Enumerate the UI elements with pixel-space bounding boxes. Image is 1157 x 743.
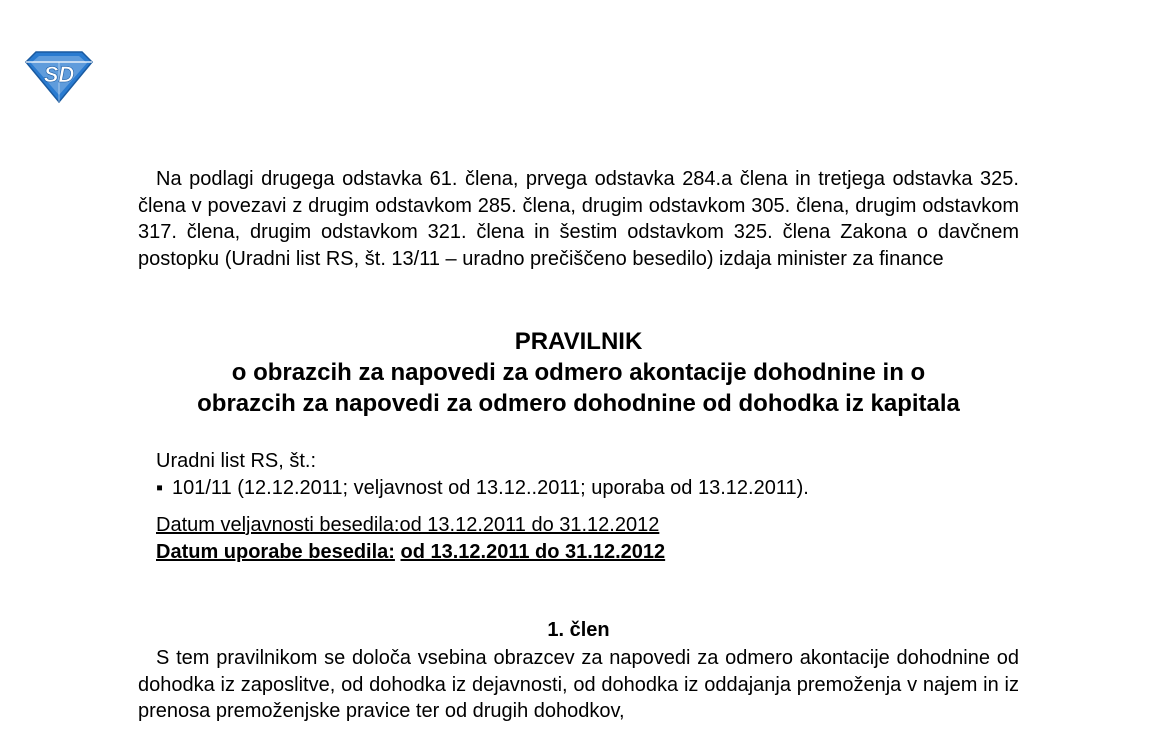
validity-value: od 13.12.2011 do 31.12.2012 xyxy=(399,514,660,536)
title-line-1: o obrazcih za napovedi za odmero akontacije dohodnine in o xyxy=(231,359,926,386)
bullet-icon: ▪ xyxy=(156,476,164,499)
usage-value: od 13.12.2011 do 31.12.2012 xyxy=(400,541,666,563)
article-1-heading: 1. člen xyxy=(547,619,610,641)
validity-label: Datum veljavnosti besedila: xyxy=(156,514,400,536)
sd-logo xyxy=(22,48,96,104)
title-heading: PRAVILNIK xyxy=(514,328,643,355)
document-title xyxy=(138,326,1019,419)
usage-label: Datum uporabe besedila: xyxy=(156,541,395,563)
title-line-2: obrazcih za napovedi za odmero dohodnine od dohodka iz kapitala xyxy=(197,390,960,417)
sd-diamond-logo-icon xyxy=(22,48,96,104)
svg-text:SD: SD xyxy=(43,62,75,87)
gazette-entry-text: 101/11 (12.12.2011; veljavnost od 13.12..2011; uporaba od 13.12.2011). xyxy=(172,476,809,499)
intro-paragraph: Na podlagi drugega odstavka 61. člena, prvega odstavka 284.a člena in tretjega odstavka 325. člena v povezavi z drugim odstavkom 285. člena, drugim odstavkom 305. člena, drugim odstavkom 317. člena, drugim odstavkom 321. člena in šestim odstavkom 325. člena Zakona o davčnem postopku (Uradni list RS, št. 13/11 – uradno prečiščeno besedilo) izdaja minister za finance xyxy=(138,168,1019,270)
dates-block xyxy=(156,512,1006,566)
validity-row xyxy=(156,512,1006,539)
gazette-label: Uradni list RS, št.: xyxy=(156,450,317,472)
gazette-entry xyxy=(156,475,1006,502)
article-1-text: S tem pravilnikom se določa vsebina obrazcev za napovedi za odmero akontacije dohodnine od dohodka iz zaposlitve, od dohodka iz dejavnosti, od dohodka iz oddajanja premoženja v najem in iz prenosa premoženjske pravice ter od drugih dohodkov, xyxy=(138,647,1019,722)
gazette-block xyxy=(156,448,1006,501)
usage-row xyxy=(156,539,1006,566)
